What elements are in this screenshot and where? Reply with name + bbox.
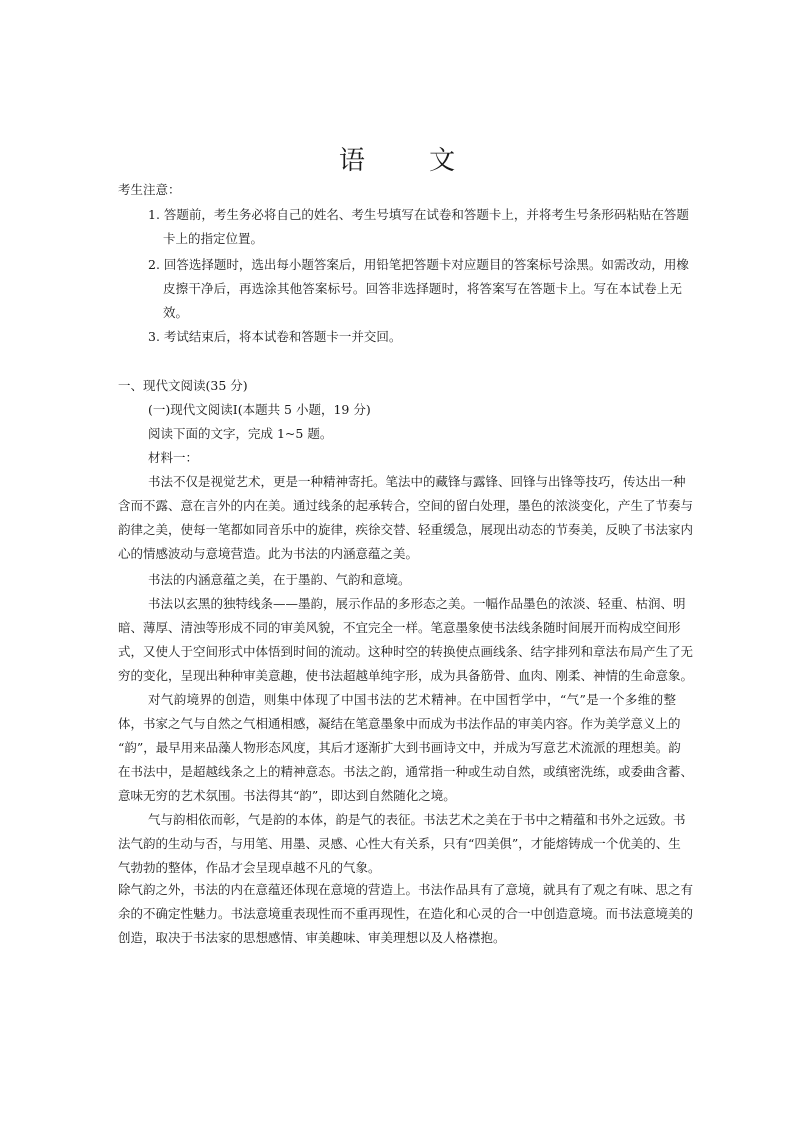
para-3-line-2: 暗、薄厚、清浊等形成不同的审美风貌，不宜完全一样。笔意墨象使书法线条随时间展开而构成空间形 <box>118 620 681 635</box>
para-1-line-4: 心的情感波动与意境营造。此为书法的内涵意蕴之美。 <box>118 546 419 561</box>
notice-item-2-line-3: 效。 <box>163 305 189 320</box>
para-4-line-2: 体，书家之气与自然之气相通相感，凝结在笔意墨象中而成为书法作品的审美内容。作为美学意义上的 <box>118 716 681 731</box>
para-4-line-5: 意味无穷的艺术氛围。书法得其“韵”，即达到自然随化之境。 <box>118 788 456 803</box>
para-6-line-2: 余的不确定性魅力。书法意境重表现性而不重再现性，在造化和心灵的合一中创造意境。而书法意境美的 <box>118 906 694 921</box>
para-4-line-3: “韵”，最早用来品藻人物形态风度，其后才逐渐扩大到书画诗文中，并成为写意艺术流派的理想美。韵 <box>118 740 681 755</box>
para-1-line-2: 含而不露、意在言外的内在美。通过线条的起承转合，空间的留白处理，墨色的浓淡变化，产生了节奏与 <box>118 498 694 513</box>
para-2-line-1: 书法的内涵意蕴之美，在于墨韵、气韵和意境。 <box>148 572 411 587</box>
page-title: 语 文 <box>338 146 484 176</box>
para-3-line-4: 穷的变化，呈现出种种审美意趣，使书法超越单纯字形，成为具备筋骨、血肉、刚柔、神情的生命意象。 <box>118 668 694 683</box>
material-label: 材料一： <box>148 450 199 465</box>
para-1-line-1: 书法不仅是视觉艺术，更是一种精神寄托。笔法中的藏锋与露锋、回锋与出锋等技巧，传达出一种 <box>148 474 686 489</box>
notice-item-3: 3. 考试结束后，将本试卷和答题卡一并交回。 <box>148 329 402 344</box>
para-5-line-2: 法气韵的生动与否，与用笔、用墨、灵感、心性大有关系，只有“四美俱”，才能熔铸成一个优美的、生 <box>118 836 681 851</box>
para-6-line-3: 创造，取决于书法家的思想感情、审美趣味、审美理想以及人格襟抱。 <box>118 930 506 945</box>
para-3-line-3: 式，又使人于空间形式中体悟到时间的流动。这种时空的转换使点画线条、结字排列和章法布局产生了无 <box>118 644 694 659</box>
para-4-line-1: 对气韵境界的创造，则集中体现了中国书法的艺术精神。在中国哲学中，“气”是一个多维的整 <box>148 692 676 707</box>
subsection-heading: (一)现代文阅读Ⅰ(本题共 5 小题，19 分) <box>148 402 371 417</box>
instruction: 阅读下面的文字，完成 1~5 题。 <box>148 426 333 441</box>
notice-heading: 考生注意： <box>118 182 181 197</box>
notice-item-1-line-1: 1. 答题前，考生务必将自己的姓名、考生号填写在试卷和答题卡上，并将考生号条形码粘贴在答题 <box>148 207 689 222</box>
para-5-line-3: 气勃勃的整体，作品才会呈现卓越不凡的气象。 <box>118 860 381 875</box>
para-1-line-3: 韵律之美，使每一笔都如同音乐中的旋律，疾徐交替、轻重缓急，展现出动态的节奏美，反映了书法家内 <box>118 522 694 537</box>
notice-item-2-line-1: 2. 回答选择题时，选出每小题答案后，用铅笔把答题卡对应题目的答案标号涂黑。如需改动，用橡 <box>148 257 689 272</box>
para-3-line-1: 书法以玄黑的独特线条——墨韵，展示作品的多形态之美。一幅作品墨色的浓淡、轻重、枯润、明 <box>148 596 686 611</box>
section-heading: 一、现代文阅读(35 分) <box>118 378 248 393</box>
para-5-line-1: 气与韵相依而彰，气是韵的本体，韵是气的表征。书法艺术之美在于书中之精蕴和书外之远致。书 <box>148 812 686 827</box>
notice-item-2-line-2: 皮擦干净后，再选涂其他答案标号。回答非选择题时，将答案写在答题卡上。写在本试卷上无 <box>163 281 682 296</box>
para-6-line-1: 除气韵之外，书法的内在意蕴还体现在意境的营造上。书法作品具有了意境，就具有了观之有味、思之有 <box>118 882 694 897</box>
para-4-line-4: 在书法中，是超越线条之上的精神意态。书法之韵，通常指一种或生动自然，或缜密洗练，或委曲含蓄、 <box>118 764 694 779</box>
notice-item-1-line-2: 卡上的指定位置。 <box>163 231 264 246</box>
